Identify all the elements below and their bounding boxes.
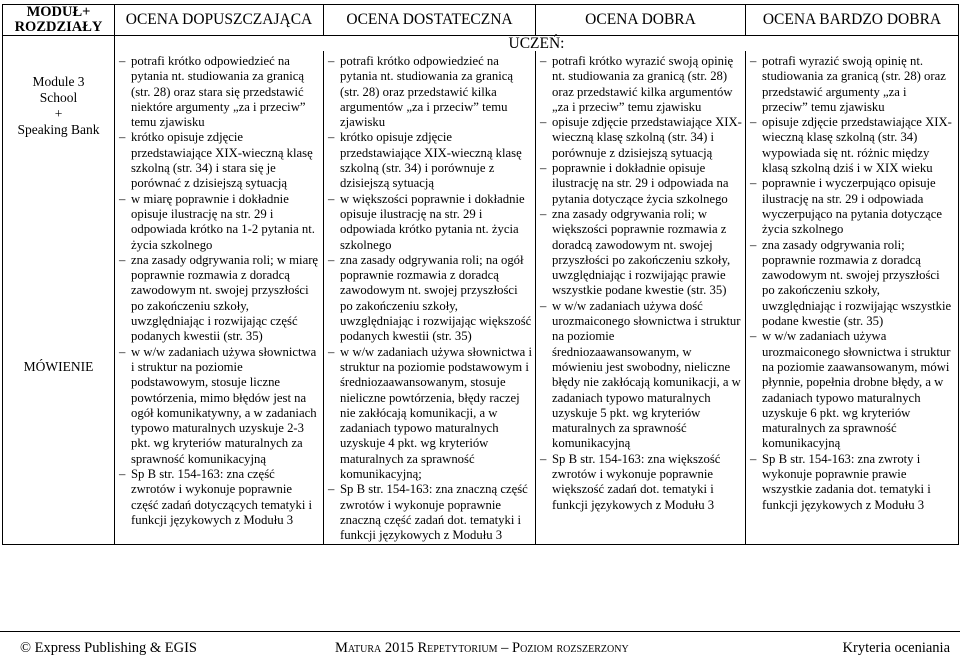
criterion-item: – opisuje zdjęcie przedstawiające XIX-wieczną klasę szkolną (str. 34) wypowiada się nt. różnic między klasą szkolną dziś i w XIX wieku	[750, 115, 955, 176]
column-dostateczna	[324, 51, 536, 544]
criterion-item: – w w/w zadaniach używa słownictwa i struktur na poziomie podstawowym i średniozaawansowanym, stosuje nieliczne powtórzenia, błędy raczej nie zakłócają komunikacji, a w zadaniach typowo maturalnych uzyskuje 4 pkt. wg kryteriów maturalnych za sprawność komunikacyjną;	[328, 345, 532, 483]
corner-line-1: MODUŁ+	[26, 4, 91, 20]
criteria-list	[119, 54, 320, 528]
module-bank: Speaking Bank	[17, 122, 100, 137]
header-dostateczna: OCENA DOSTATECZNA	[324, 5, 536, 36]
criterion-item: – potrafi wyrazić swoją opinię nt. studiowania za granicą (str. 28) oraz przedstawić argumenty „za i przeciw” temu zjawisku	[750, 54, 955, 115]
criterion-item: – w w/w zadaniach używa urozmaiconego słownictwa i struktur na poziomie zaawansowanym, mówi płynnie, popełnia drobne błędy, a w zadaniach typowo maturalnych uzyskuje 6 pkt. wg kryteriów maturalnych za sprawność komunikacyjną	[750, 329, 955, 451]
criterion-item: – zna zasady odgrywania roli; w miarę poprawnie rozmawia z doradcą zawodowym nt. swojej przyszłości po zakończeniu szkoły, uwzględniając i rozwijając część podanych kwestii (str. 35)	[119, 253, 320, 345]
criterion-item: – w w/w zadaniach używa słownictwa i struktur na poziomie podstawowym, stosuje liczne powtórzenia, mimo błędów jest na ogół komunikatywny, a w zadaniach typowo maturalnych uzyskuje 2-3 pkt. wg kryteriów maturalnych za sprawność komunikacyjną	[119, 345, 320, 467]
criteria-table	[2, 4, 959, 545]
criterion-item: – Sp B str. 154-163: zna zwroty i wykonuje poprawnie prawie wszystkie zadania dot. tematyki i funkcji językowych z Modułu 3	[750, 452, 955, 513]
criteria-list	[540, 54, 742, 513]
uczen-subheader: UCZEŃ:	[115, 36, 959, 52]
criterion-item: – Sp B str. 154-163: zna część zwrotów i wykonuje poprawnie część zadań dotyczących tematyki i funkcji językowych z Modułu 3	[119, 467, 320, 528]
module-plus: +	[54, 106, 63, 121]
module-label	[3, 74, 114, 138]
module-topic: School	[39, 90, 78, 105]
header-dobra: OCENA DOBRA	[536, 5, 746, 36]
footer-section: Kryteria oceniania	[842, 640, 950, 656]
column-dopuszczajaca	[115, 51, 324, 544]
criterion-item: – w większości poprawnie i dokładnie opisuje ilustrację na str. 29 i odpowiada krótko pytania nt. życia szkolnego	[328, 192, 532, 253]
criterion-item: – krótko opisuje zdjęcie przedstawiające XIX-wieczną klasę szkolną (str. 34) i porównuje z dzisiejszą sytuacją	[328, 130, 532, 191]
footer	[0, 638, 960, 658]
criterion-item: – zna zasady odgrywania roli; na ogół poprawnie rozmawia z doradcą zawodowym nt. swojej przyszłości po zakończeniu szkoły, uwzględniając i rozwijając większość podanych kwestii (str. 35)	[328, 253, 532, 345]
criterion-item: – zna zasady odgrywania roli; poprawnie rozmawia z doradcą zawodowym nt. swojej przyszłości po zakończeniu szkoły, uwzględniając i rozwijając wszystkie podane kwestie (str. 35)	[750, 238, 955, 330]
column-bardzo-dobra	[746, 51, 959, 544]
criterion-item: – krótko opisuje zdjęcie przedstawiające XIX-wieczną klasę szkolną (str. 34) i stara się je porównać z dzisiejszą sytuacją	[119, 130, 320, 191]
criterion-item: – w miarę poprawnie i dokładnie opisuje ilustrację na str. 29 i odpowiada krótko na 1-2 pytania nt. życia szkolnego	[119, 192, 320, 253]
corner-line-2: ROZDZIAŁY	[14, 19, 103, 35]
side-column	[3, 36, 115, 545]
criteria-list	[328, 54, 532, 544]
criterion-item: – potrafi krótko odpowiedzieć na pytania nt. studiowania za granicą (str. 28) oraz stara się przedstawić niektóre argumenty „za i przeciw” temu zjawisku	[119, 54, 320, 130]
criterion-item: – poprawnie i wyczerpująco opisuje ilustrację na str. 29 i odpowiada wyczerpująco na pytania dotyczące życia szkolnego	[750, 176, 955, 237]
footer-copyright: © Express Publishing & EGIS	[20, 640, 197, 656]
criterion-item: – potrafi krótko odpowiedzieć na pytania nt. studiowania za granicą (str. 28) oraz przedstawić kilka argumentów „za i przeciw” temu zjawisku	[328, 54, 532, 130]
column-dobra	[536, 51, 746, 544]
footer-title: Matura 2015 Repetytorium – Poziom rozszerzony	[335, 640, 629, 656]
footer-rule	[0, 631, 960, 632]
criterion-item: – opisuje zdjęcie przedstawiające XIX-wieczną klasę szkolną (str. 34) i porównuje z dzisiejszą sytuacją	[540, 115, 742, 161]
header-bardzo-dobra: OCENA BARDZO DOBRA	[746, 5, 959, 36]
criterion-item: – zna zasady odgrywania roli; w większości poprawnie rozmawia z doradcą zawodowym nt. swojej przyszłości po zakończeniu szkoły, uwzględniając i rozwijając prawie wszystkie podane kwestie (str. 35)	[540, 207, 742, 299]
criterion-item: – potrafi krótko wyrazić swoją opinię nt. studiowania za granicą (str. 28) oraz przedstawić kilka argumentów „za i przeciw” temu zjawisku	[540, 54, 742, 115]
corner-header	[3, 5, 115, 36]
skill-label: MÓWIENIE	[23, 359, 94, 374]
criterion-item: – w w/w zadaniach używa dość urozmaiconego słownictwa i struktur na poziomie średniozaawansowanym, w mówieniu jest swobodny, nieliczne błędy nie zakłócają komunikacji, a w zadaniach typowo maturalnych uzyskuje 5 pkt. wg kryteriów maturalnych za sprawność komunikacyjną	[540, 299, 742, 452]
criteria-list	[750, 54, 955, 513]
criterion-item: – poprawnie i dokładnie opisuje ilustrację na str. 29 i odpowiada na pytania dotyczące życia szkolnego	[540, 161, 742, 207]
module-name: Module 3	[32, 74, 85, 89]
criterion-item: – Sp B str. 154-163: zna znaczną część zwrotów i wykonuje poprawnie znaczną część zadań dot. tematyki i funkcji językowych z Modułu 3	[328, 482, 532, 543]
criterion-item: – Sp B str. 154-163: zna większość zwrotów i wykonuje poprawnie większość zadań dot. tematyki i funkcji językowych z Modułu 3	[540, 452, 742, 513]
header-dopuszczajaca: OCENA DOPUSZCZAJĄCA	[115, 5, 324, 36]
